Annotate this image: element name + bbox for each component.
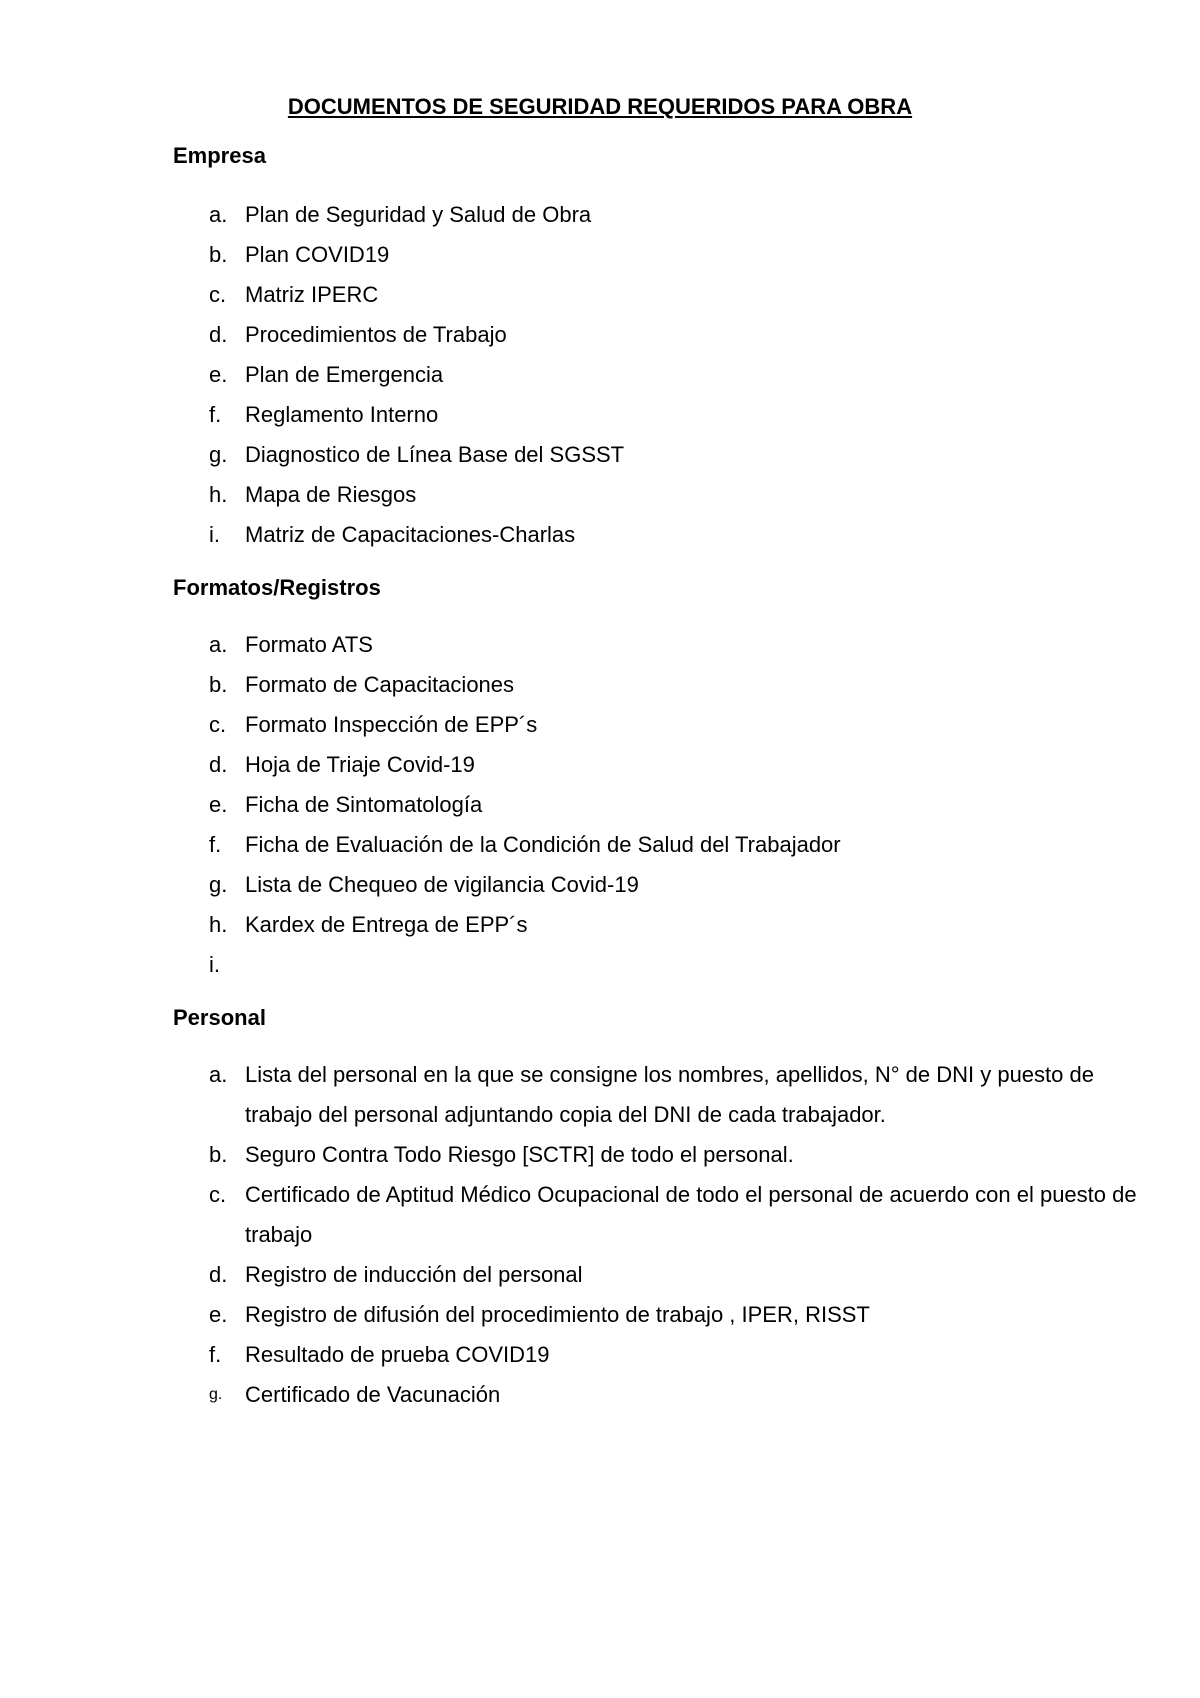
list-item <box>173 825 1153 865</box>
list-item-text: Plan de Emergencia <box>245 362 444 387</box>
list-marker: c. <box>209 1182 227 1207</box>
list-item <box>173 1375 1153 1415</box>
list-item-text: Procedimientos de Trabajo <box>245 322 507 347</box>
list-marker: d. <box>209 752 228 777</box>
list-marker: d. <box>209 322 228 347</box>
list-item <box>173 705 1153 745</box>
list-marker: f. <box>209 402 222 427</box>
list-item <box>173 235 1153 275</box>
list-item-text: Certificado de Aptitud Médico Ocupacional de todo el personal de acuerdo con el puesto de trabajo <box>245 1182 1137 1247</box>
list-item <box>173 435 1153 475</box>
list-marker: g. <box>209 1386 223 1403</box>
list-item <box>173 865 1153 905</box>
list-item-text: Lista de Chequeo de vigilancia Covid-19 <box>245 872 639 897</box>
empresa-list <box>173 195 1153 555</box>
list-marker: b. <box>209 672 228 697</box>
list-item <box>173 395 1153 435</box>
list-item <box>173 475 1153 515</box>
list-item-text: Hoja de Triaje Covid-19 <box>245 752 475 777</box>
list-marker: b. <box>209 242 228 267</box>
list-marker: g. <box>209 442 228 467</box>
section-heading-formatos-registros: Formatos/Registros <box>173 575 381 600</box>
list-item <box>173 515 1153 555</box>
list-item-text: Matriz de Capacitaciones-Charlas <box>245 522 576 547</box>
list-marker: g. <box>209 872 228 897</box>
list-marker: a. <box>209 1062 228 1087</box>
section-empresa <box>173 141 1153 555</box>
section-formatos-registros <box>173 573 1153 977</box>
list-item-text: Formato de Capacitaciones <box>245 672 515 697</box>
list-item-text: Plan de Seguridad y Salud de Obra <box>245 202 592 227</box>
formatos-list <box>173 625 1153 977</box>
list-item <box>173 1255 1153 1295</box>
list-item <box>173 1335 1153 1375</box>
list-marker: b. <box>209 1142 228 1167</box>
list-marker: h. <box>209 482 228 507</box>
list-marker: c. <box>209 712 227 737</box>
document-title: DOCUMENTOS DE SEGURIDAD REQUERIDOS PARA OBRA <box>287 94 913 119</box>
list-item-text: Seguro Contra Todo Riesgo [SCTR] de todo el personal. <box>245 1142 794 1167</box>
list-item <box>173 905 1153 945</box>
list-item <box>173 1055 1153 1135</box>
list-item <box>173 1295 1153 1335</box>
list-item-text: Formato Inspección de EPP´s <box>245 712 538 737</box>
list-item-text: Registro de inducción del personal <box>245 1262 583 1287</box>
list-marker: a. <box>209 632 228 657</box>
list-marker: a. <box>209 202 228 227</box>
list-item-text: Lista del personal en la que se consigne los nombres, apellidos, N° de DNI y puesto de trabajo del personal adjuntando copia del DNI de cada trabajador. <box>245 1062 1094 1127</box>
list-item <box>173 625 1153 665</box>
section-personal <box>173 1003 1153 1415</box>
list-marker: h. <box>209 912 228 937</box>
list-item <box>173 785 1153 825</box>
list-item <box>173 1175 1153 1255</box>
list-item-text: Diagnostico de Línea Base del SGSST <box>245 442 625 467</box>
list-item-text: Reglamento Interno <box>245 402 439 427</box>
section-heading-personal: Personal <box>173 1005 266 1030</box>
list-item <box>173 745 1153 785</box>
list-item-text: Kardex de Entrega de EPP´s <box>245 912 528 937</box>
list-item-text: Ficha de Sintomatología <box>245 792 483 817</box>
list-item-text: Mapa de Riesgos <box>245 482 417 507</box>
list-item <box>173 665 1153 705</box>
list-item-text: Resultado de prueba COVID19 <box>245 1342 550 1367</box>
list-item-text: Plan COVID19 <box>245 242 390 267</box>
list-item <box>173 315 1153 355</box>
personal-list <box>173 1055 1153 1415</box>
list-item <box>173 1135 1153 1175</box>
list-marker: i. <box>209 522 220 547</box>
list-item-text: Ficha de Evaluación de la Condición de Salud del Trabajador <box>245 832 841 857</box>
list-item <box>173 355 1153 395</box>
list-item-text: Certificado de Vacunación <box>245 1382 501 1407</box>
list-marker: f. <box>209 832 222 857</box>
list-item-text: Formato ATS <box>245 632 373 657</box>
list-marker: e. <box>209 792 228 817</box>
list-marker: f. <box>209 1342 222 1367</box>
list-marker: c. <box>209 282 227 307</box>
section-heading-empresa: Empresa <box>173 143 266 168</box>
list-marker: d. <box>209 1262 228 1287</box>
list-item-text: Matriz IPERC <box>245 282 379 307</box>
list-marker: e. <box>209 1302 228 1327</box>
list-marker: e. <box>209 362 228 387</box>
list-marker: i. <box>209 952 220 977</box>
list-item <box>173 275 1153 315</box>
list-item <box>173 195 1153 235</box>
list-item-text: Registro de difusión del procedimiento de trabajo , IPER, RISST <box>245 1302 870 1327</box>
